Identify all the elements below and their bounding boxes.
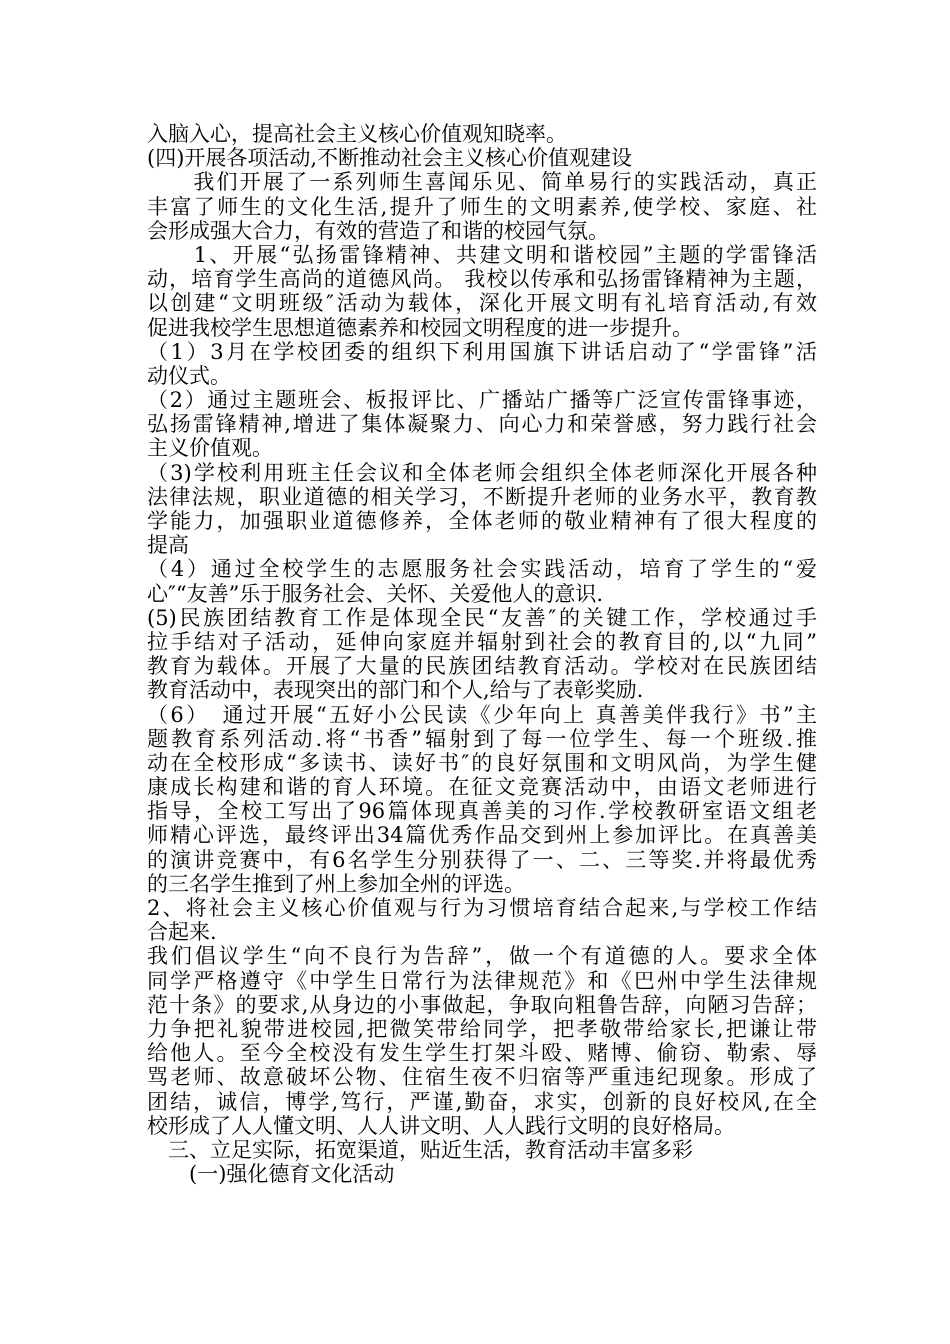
- text-line: 师精心评选，最终评出34篇优秀作品交到州上参加评比。在真善美: [147, 823, 817, 848]
- text-line: （2）通过主题班会、板报评比、广播站广播等广泛宣传雷锋事迹，: [147, 388, 817, 413]
- text-line: 会形成强大合力，有效的营造了和谐的校园气氛。: [147, 218, 609, 243]
- text-line: 入脑入心，提高社会主义核心价值观知晓率。: [147, 122, 567, 146]
- text-line: 丰富了师生的文化生活,提升了师生的文明素养,使学校、家庭、社: [147, 194, 817, 219]
- text-line: 1、开展“弘扬雷锋精神、共建文明和谐校园”主题的学雷锋活: [147, 242, 817, 267]
- text-line: 教育为载体。开展了大量的民族团结教育活动。学校对在民族团结: [147, 654, 817, 679]
- text-line: 范十条》的要求,从身边的小事做起，争取向粗鲁告辞，向陋习告辞；: [147, 992, 817, 1017]
- text-line: 学能力，加强职业道德修养，全体老师的敬业精神有了很大程度的: [147, 509, 817, 533]
- section-heading: (四)开展各项活动,不断推动社会主义核心价值观建设: [147, 146, 633, 171]
- text-line: 我们倡议学生“向不良行为告辞”，做一个有道德的人。要求全体: [147, 944, 817, 969]
- text-line: 以创建“文明班级″活动为载体，深化开展文明有礼培育活动,有效: [147, 291, 817, 316]
- text-line: 指导，全校工写出了96篇体现真善美的习作.学校教研室语文组老: [147, 799, 817, 824]
- text-line: 合起来.: [147, 920, 217, 945]
- text-line: (5)民族团结教育工作是体现全民“友善″的关键工作，学校通过手: [147, 605, 817, 630]
- text-line: 弘扬雷锋精神,增进了集体凝聚力、向心力和荣誉感，努力践行社会: [147, 412, 817, 437]
- text-line: 提高: [147, 533, 189, 558]
- text-line: 法律法规，职业道德的相关学习，不断提升老师的业务水平，教育教: [147, 484, 817, 509]
- text-line: 教育活动中，表现突出的部门和个人,给与了表彰奖励.: [147, 678, 644, 703]
- text-line: 主义价值观。: [147, 436, 273, 461]
- text-line: 2、将社会主义核心价值观与行为习惯培育结合起来,与学校工作结: [147, 896, 817, 920]
- text-line: 拉手结对子活动，延伸向家庭并辐射到社会的教育目的,以“九同”: [147, 629, 817, 654]
- text-line: （6） 通过开展“五好小公民读《少年向上 真善美伴我行》书”主: [147, 702, 817, 727]
- text-line: 同学严格遵守《中学生日常行为法律规范》和《巴州中学生法律规: [147, 968, 817, 993]
- text-line: 的演讲竞赛中，有6名学生分别获得了一、二、三等奖.并将最优秀: [147, 847, 817, 872]
- section-heading: 三、立足实际，拓宽渠道，贴近生活，教育活动丰富多彩: [147, 1137, 693, 1162]
- text-line: 我们开展了一系列师生喜闻乐见、简单易行的实践活动，真正: [147, 170, 817, 195]
- text-line: 骂老师、故意破坏公物、住宿生夜不归宿等严重违纪现象。形成了: [147, 1065, 817, 1090]
- text-line: 力争把礼貌带进校园,把微笑带给同学，把孝敬带给家长,把谦让带: [147, 1016, 817, 1041]
- text-line: 给他人。至今全校没有发生学生打架斗殴、赌博、偷窃、勒索、辱: [147, 1041, 817, 1066]
- text-line: 康成长构建和谐的育人环境。在征文竞赛活动中，由语文老师进行: [147, 775, 817, 800]
- text-line: 团结，诚信，博学,笃行，严谨,勤奋，求实，创新的良好校风,在全: [147, 1089, 817, 1114]
- text-line: 的三名学生推到了州上参加全州的评选。: [147, 871, 525, 896]
- text-line: （4）通过全校学生的志愿服务社会实践活动，培育了学生的“爱: [147, 557, 817, 582]
- text-line: 动，培育学生高尚的道德风尚。 我校以传承和弘扬雷锋精神为主题，: [147, 267, 817, 292]
- text-line: 题教育系列活动.将“书香”辐射到了每一位学生、每一个班级.推: [147, 726, 817, 751]
- document-body: [147, 122, 817, 1186]
- text-line: 促进我校学生思想道德素养和校园文明程度的进一步提升。: [147, 315, 693, 340]
- text-line: 心″“友善”乐于服务社会、关怀、关爱他人的意识.: [147, 581, 603, 606]
- text-line: （3)学校利用班主任会议和全体老师会组织全体老师深化开展各种: [147, 460, 817, 485]
- text-line: （1）3月在学校团委的组织下利用国旗下讲话启动了“学雷锋”活: [147, 339, 817, 364]
- text-line: 校形成了人人懂文明、人人讲文明、人人践行文明的良好格局。: [147, 1113, 735, 1138]
- text-line: 动仪式。: [147, 363, 231, 388]
- text-line: 动在全校形成“多读书、读好书″的良好氛围和文明风尚，为学生健: [147, 750, 817, 775]
- subsection-heading: (一)强化德育文化活动: [147, 1162, 395, 1187]
